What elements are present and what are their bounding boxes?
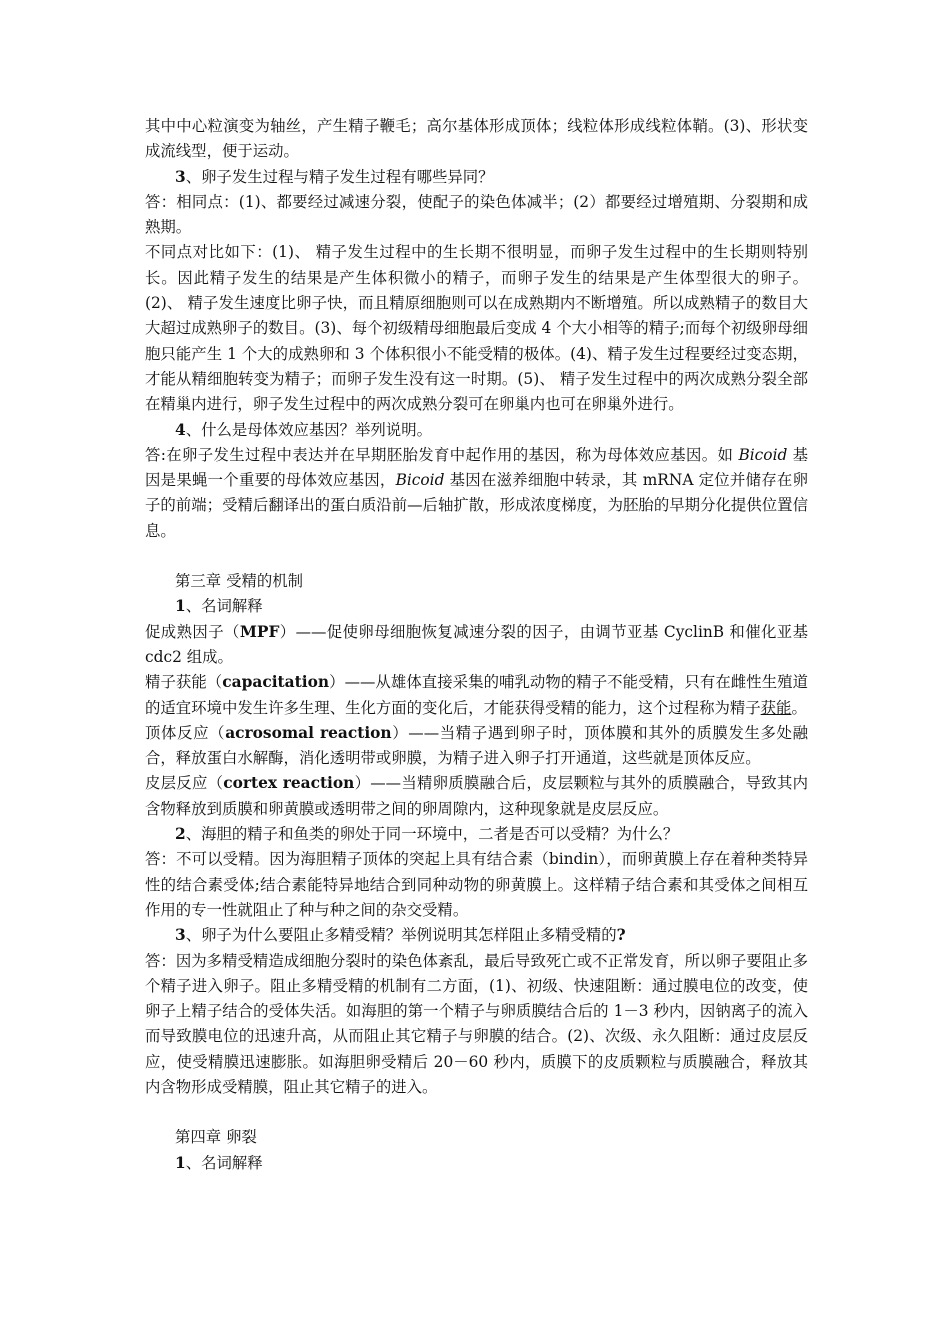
term-prefix: 皮层反应（ xyxy=(145,774,224,793)
term-definition: ）——从雄体直接采集的哺乳动物的精子不能受精，只有在雌性生殖道的适宜环境中发生许多生理、生化方面的变化后，才能获得受精的能力，这个过程称为精子 xyxy=(145,673,808,717)
chapter-4-title xyxy=(145,1125,808,1150)
term-name: MPF xyxy=(239,622,280,641)
answer-text: 基因在滋养细胞中转录，其 mRNA 定位并储存在卵子的前端；受精后翻译出的蛋白质沿前—后轴扩散，形成浓度梯度，为胚胎的早期分化提供位置信息。 xyxy=(145,471,808,540)
section-gap xyxy=(145,544,808,569)
answer-text: 答：相同点：(1)、都要经过减速分裂，使配子的染色体减半；(2）都要经过增殖期、分裂期和成熟期。 xyxy=(145,192,808,237)
answer-text: 基因是果蝇一个重要的母体效应基因， xyxy=(145,445,808,490)
chapter-4-question-1 xyxy=(145,1151,808,1176)
question-text: 、什么是母体效应基因？举列说明。 xyxy=(185,420,432,439)
question-number: 3 xyxy=(175,926,186,945)
document-page xyxy=(145,114,808,1176)
answer-text: 不同点对比如下：(1)、 精子发生过程中的生长期不很明显，而卵子发生过程中的生长期则特别长。因此精子发生的结果是产生体积微小的精子，而卵子发生的结果是产生体型很大的卵子。(2)、 精子发生速度比卵子快，而且精原细胞则可以在成熟期内不断增殖。所以成熟精子的数目大大超过成熟卵子的数目。(3)、每个初级精母细胞最后变成 4 个大小相等的精子;而每个初级卵母细胞只能产生 1 个大的成熟卵和 3 个体积很小不能受精的极体。(4)、精子发生过程要经过变态期，才能从精细胞转变为精子；而卵子发生没有这一时期。(5)、 精子发生过程中的两次成熟分裂全部在精巢内进行，卵子发生过程中的两次成熟分裂可在卵巢内也可在卵巢外进行。 xyxy=(145,243,808,414)
chapter-title-text: 第三章 受精的机制 xyxy=(175,572,304,591)
term-definition: ）——当精卵质膜融合后，皮层颗粒与其外的质膜融合，导致其内含物释放到质膜和卵黄膜或透明带之间的卵周隙内，这种现象就是皮层反应。 xyxy=(145,774,808,818)
underlined-word: 获能 xyxy=(760,698,792,717)
paragraph-text: 其中中心粒演变为轴丝，产生精子鞭毛；高尔基体形成顶体；线粒体形成线粒体鞘。(3)、形状变成流线型，便于运动。 xyxy=(145,117,808,161)
term-name: capacitation xyxy=(222,673,330,692)
term-prefix: 顶体反应（ xyxy=(145,723,226,742)
answer-4 xyxy=(145,443,808,544)
question-number: 1 xyxy=(175,597,186,616)
term-prefix: 精子获能（ xyxy=(145,673,223,692)
chapter-3-question-1 xyxy=(145,594,808,619)
term-end: 。 xyxy=(791,698,807,717)
term-mpf xyxy=(145,620,808,671)
gene-name-italic: Bicoid xyxy=(738,445,788,464)
answer-3-differences xyxy=(145,240,808,417)
question-number: 1 xyxy=(175,1153,186,1172)
term-cortex-reaction xyxy=(145,771,808,822)
question-3-heading xyxy=(145,165,808,190)
paragraph-sperm-transformation xyxy=(145,114,808,165)
answer-text: 答：因为多精受精造成细胞分裂时的染色体紊乱，最后导致死亡或不正常发育，所以卵子要阻止多个精子进入卵子。阻止多精受精的机制有二方面，(1)、初级、快速阻断：通过膜电位的改变，使卵子上精子结合的受体失活。如海胆的第一个精子与卵质膜结合后的 1－3 秒内，因钠离子的流入而导致膜电位的迅速升高，从而阻止其它精子与卵膜的结合。(2)、次级、永久阻断：通过皮层反应，使受精膜迅速膨胀。如海胆卵受精后 20－60 秒内，质膜下的皮质颗粒与质膜融合，释放其内含物形成受精膜，阻止其它精子的进入。 xyxy=(145,951,808,1096)
term-prefix: 促成熟因子（ xyxy=(145,622,240,641)
term-definition: ）——促使卵母细胞恢复减速分裂的因子，由调节亚基 CyclinB 和催化亚基 cdc2 组成。 xyxy=(145,622,808,666)
term-definition: ）——当精子遇到卵子时，顶体膜和其外的质膜发生多处融合，释放蛋白水解酶，消化透明带或卵膜，为精子进入卵子打开通道，这些就是顶体反应。 xyxy=(145,723,808,768)
answer-text: 答：不可以受精。因为海胆精子顶体的突起上具有结合素（bindin），而卵黄膜上存在着种类特异性的结合素受体;结合素能特异地结合到同种动物的卵黄膜上。这样精子结合素和其受体之间相互作用的专一性就阻止了种与种之间的杂交受精。 xyxy=(145,850,808,919)
question-number: 4 xyxy=(175,420,186,439)
question-text: 、卵子为什么要阻止多精受精？举例说明其怎样阻止多精受精的 xyxy=(185,926,617,945)
chapter-3-question-3 xyxy=(145,923,808,948)
section-gap xyxy=(145,1100,808,1125)
term-name: cortex reaction xyxy=(223,774,355,793)
question-text: 、卵子发生过程与精子发生过程有哪些异同？ xyxy=(185,167,494,186)
chapter-3-title xyxy=(145,569,808,594)
term-capacitation xyxy=(145,670,808,721)
answer-3-similarities xyxy=(145,190,808,241)
question-4-heading xyxy=(145,418,808,443)
term-acrosomal-reaction xyxy=(145,721,808,772)
chapter-3-question-2 xyxy=(145,822,808,847)
question-mark: ? xyxy=(616,926,626,945)
chapter-3-answer-3 xyxy=(145,949,808,1101)
question-text: 、名词解释 xyxy=(185,597,263,616)
answer-text: 答:在卵子发生过程中表达并在早期胚胎发育中起作用的基因，称为母体效应基因。如 xyxy=(145,445,739,464)
question-text: 、海胆的精子和鱼类的卵处于同一环境中，二者是否可以受精？为什么？ xyxy=(185,825,679,844)
gene-name-italic: Bicoid xyxy=(395,471,445,490)
question-number: 3 xyxy=(175,167,186,186)
question-text: 、名词解释 xyxy=(185,1153,263,1172)
chapter-3-answer-2 xyxy=(145,847,808,923)
term-name: acrosomal reaction xyxy=(225,723,392,742)
chapter-title-text: 第四章 卵裂 xyxy=(175,1128,257,1147)
question-number: 2 xyxy=(175,825,186,844)
